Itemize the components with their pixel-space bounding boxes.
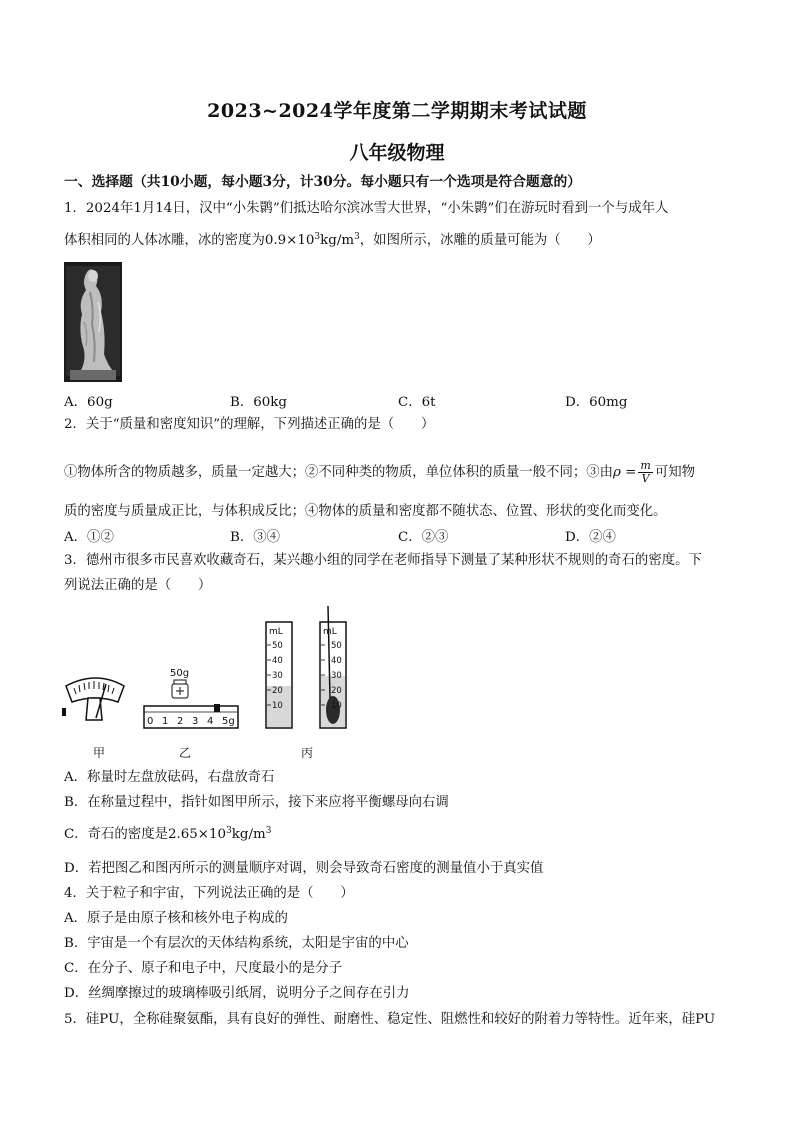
q3-option-c-unit-exponent: 3 bbox=[265, 826, 272, 836]
ruler-tick-4: 4 bbox=[207, 716, 214, 727]
q2-option-c: C．②③ bbox=[398, 530, 449, 545]
q3-option-c-exponent: 3 bbox=[226, 826, 232, 836]
q1-option-a: A．60g bbox=[64, 395, 113, 410]
exam-subtitle: 八年级物理 bbox=[349, 142, 445, 164]
cylinder2-tick-50: 50 bbox=[331, 641, 342, 651]
ice-sculpture-photo bbox=[64, 262, 122, 382]
figure-label-yi: 乙 bbox=[179, 746, 192, 760]
q1-unit: kg/m bbox=[320, 233, 355, 248]
q2-statements: ①物体所含的物质越多，质量一定越大；②不同种类的物质，单位体积的质量一般不同；③由 bbox=[64, 465, 614, 480]
q2-option-b: B．③④ bbox=[230, 530, 281, 545]
q1-option-d: D．60mg bbox=[565, 395, 628, 410]
q3-option-b: B．在称量过程中，指针如图甲所示，接下来应将平衡螺母向右调 bbox=[64, 795, 449, 810]
figure-jia-balance-scale bbox=[60, 668, 130, 724]
q1-unit-exponent: 3 bbox=[354, 232, 360, 242]
q3-option-a: A．称量时左盘放砝码，右盘放奇石 bbox=[64, 770, 275, 785]
q3-text-line2: 列说法正确的是（ ） bbox=[64, 578, 212, 593]
ruler-tick-2: 2 bbox=[177, 716, 184, 727]
q2-option-a: A．①② bbox=[64, 530, 114, 545]
q4-option-a: A．原子是由原子核和核外电子构成的 bbox=[64, 911, 288, 926]
section-heading: 一、选择题（共10小题，每小题3分，计30分。每小题只有一个选项是符合题意的） bbox=[64, 174, 582, 190]
cylinder2-tick-30: 30 bbox=[331, 671, 342, 681]
q3-text-line1: 3．德州市很多市民喜欢收藏奇石，某兴趣小组的同学在老师指导下测量了某种形状不规则的奇石的密度。下 bbox=[64, 553, 702, 568]
q1-density-text: 体积相同的人体冰雕，冰的密度为0.9×10 bbox=[64, 233, 315, 248]
q2-formula-numerator: m bbox=[640, 459, 651, 472]
q4-option-b: B．宇宙是一个有层次的天体结构系统，太阳是宇宙的中心 bbox=[64, 936, 409, 951]
figure-label-bing: 丙 bbox=[301, 746, 314, 760]
cylinder1-tick-10: 10 bbox=[272, 701, 283, 711]
q1-text-line2 bbox=[64, 231, 601, 251]
q1-option-c: C．6t bbox=[398, 395, 436, 410]
q1-question-end: ，如图所示，冰雕的质量可能为（ ） bbox=[359, 233, 601, 248]
q2-rho: ρ = bbox=[613, 465, 637, 480]
cylinder2-tick-40: 40 bbox=[331, 656, 342, 666]
q2-text-line3: 质的密度与质量成正比，与体积成反比；④物体的质量和密度都不随状态、位置、形状的变化而变化。 bbox=[64, 504, 667, 519]
q1-exponent: 3 bbox=[314, 232, 321, 242]
cylinder1-tick-30: 30 bbox=[272, 671, 283, 681]
q2-text-line2 bbox=[64, 460, 695, 485]
ruler-tick-5: 5g bbox=[222, 716, 235, 727]
figure-yi-weights-ruler bbox=[142, 664, 240, 732]
figure-bing-graduated-cylinders bbox=[260, 606, 352, 734]
q3-option-c-unit: kg/m bbox=[231, 827, 266, 842]
figure-label-jia: 甲 bbox=[93, 746, 106, 760]
q1-text-line1: 1．2024年1月14日，汉中“小朱鹮”们抵达哈尔滨冰雪大世界，“小朱鹮”们在游玩时看到一个与成年人 bbox=[64, 201, 669, 216]
ruler-tick-0: 0 bbox=[147, 716, 154, 727]
cylinder1-tick-50: 50 bbox=[272, 641, 283, 651]
ruler-tick-3: 3 bbox=[192, 716, 199, 727]
q3-option-d: D．若把图乙和图丙所示的测量顺序对调，则会导致奇石密度的测量值小于真实值 bbox=[64, 861, 544, 876]
exam-title: 2023~2024学年度第二学期期末考试试题 bbox=[207, 100, 587, 122]
cylinder2-tick-10: 10 bbox=[331, 701, 342, 711]
q1-option-b: B．60kg bbox=[230, 395, 287, 410]
ruler-tick-1: 1 bbox=[162, 716, 169, 727]
q2-text-line1: 2．关于“质量和密度知识”的理解，下列描述正确的是（ ） bbox=[64, 417, 435, 432]
cylinder1-tick-40: 40 bbox=[272, 656, 283, 666]
q4-option-d: D．丝绸摩擦过的玻璃棒吸引纸屑，说明分子之间存在引力 bbox=[64, 986, 410, 1001]
q3-option-c bbox=[64, 825, 271, 845]
q2-option-d: D．②④ bbox=[565, 530, 616, 545]
q4-text-line1: 4．关于粒子和宇宙，下列说法正确的是（ ） bbox=[64, 886, 354, 901]
q3-option-c-value: C．奇石的密度是2.65×10 bbox=[64, 827, 227, 842]
cylinder2-tick-20: 20 bbox=[331, 686, 342, 696]
q4-option-c: C．在分子、原子和电子中，尺度最小的是分子 bbox=[64, 961, 343, 976]
q5-text-line1: 5．硅PU，全称硅聚氨酯，具有良好的弹性、耐磨性、稳定性、阻燃性和较好的附着力等特性。近年来，硅PU bbox=[64, 1012, 716, 1027]
weight-label: 50g bbox=[170, 668, 190, 679]
cylinder2-unit: mL bbox=[323, 627, 337, 637]
cylinder1-tick-20: 20 bbox=[272, 686, 283, 696]
q2-density-formula bbox=[638, 460, 652, 485]
q2-formula-denominator: V bbox=[641, 472, 650, 485]
cylinder1-unit: mL bbox=[269, 627, 283, 637]
q2-statements-cont: 可知物 bbox=[654, 465, 695, 480]
